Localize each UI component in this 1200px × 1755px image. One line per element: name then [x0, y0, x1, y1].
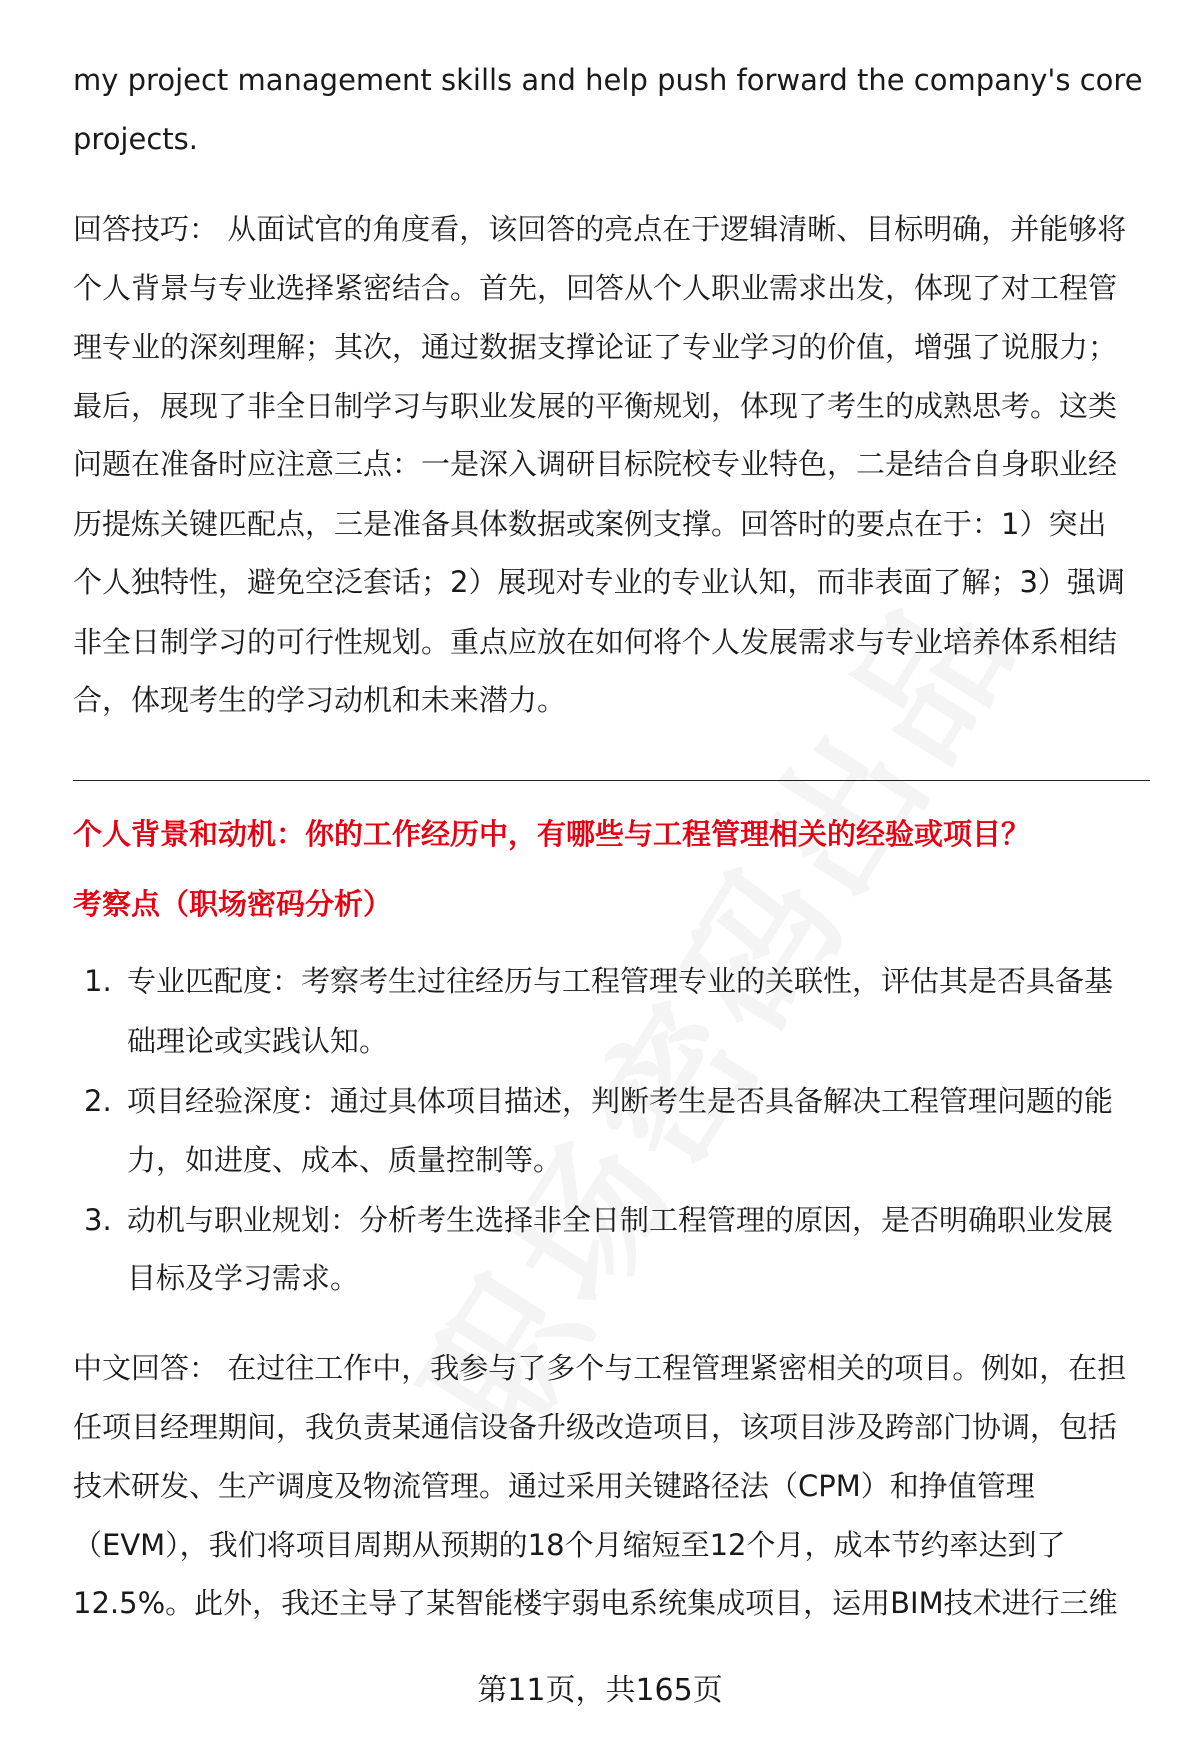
text-line: 任项目经理期间，我负责某通信设备升级改造项目，该项目涉及跨部门协调，包括	[73, 1410, 1118, 1444]
text-line: 历提炼关键匹配点，三是准备具体数据或案例支撑。回答时的要点在于：1）突出	[73, 507, 1107, 541]
text-line: （EVM），我们将项目周期从预期的18个月缩短至12个月，成本节约率达到了	[73, 1528, 1066, 1562]
question-heading: 个人背景和动机：你的工作经历中，有哪些与工程管理相关的经验或项目？	[73, 817, 1031, 851]
text-line: 回答技巧： 从面试官的角度看，该回答的亮点在于逻辑清晰、目标明确，并能够将	[73, 212, 1127, 246]
list-item-line: 项目经验深度：通过具体项目描述，判断考生是否具备解决工程管理问题的能	[127, 1084, 1114, 1118]
text-line: projects.	[73, 122, 198, 156]
page-number-footer: 第11页，共165页	[477, 1673, 723, 1708]
text-line: 合，体现考生的学习动机和未来潜力。	[73, 683, 567, 717]
text-line: 技术研发、生产调度及物流管理。通过采用关键路径法（CPM）和挣值管理	[73, 1469, 1035, 1503]
text-line: 最后，展现了非全日制学习与职业发展的平衡规划，体现了考生的成熟思考。这类	[73, 389, 1118, 423]
focus-heading: 考察点（职场密码分析）	[73, 887, 393, 921]
text-line: 中文回答： 在过往工作中，我参与了多个与工程管理紧密相关的项目。例如，在担	[73, 1351, 1127, 1385]
list-number: 2.	[84, 1084, 112, 1118]
text-line: 个人独特性，避免空泛套话；2）展现对专业的专业认知，而非表面了解；3）强调	[73, 565, 1125, 599]
list-number: 3.	[84, 1203, 112, 1237]
list-item-line: 专业匹配度：考察考生过往经历与工程管理专业的关联性，评估其是否具备基	[127, 964, 1114, 998]
text-line: 个人背景与专业选择紧密结合。首先，回答从个人职业需求出发，体现了对工程管	[73, 271, 1118, 305]
list-item-line: 础理论或实践认知。	[127, 1024, 389, 1058]
text-line: 非全日制学习的可行性规划。重点应放在如何将个人发展需求与专业培养体系相结	[73, 625, 1118, 659]
text-line: my project management skills and help push forward the company's core	[73, 63, 1143, 97]
list-item-line: 目标及学习需求。	[127, 1261, 360, 1295]
list-item-line: 动机与职业规划：分析考生选择非全日制工程管理的原因，是否明确职业发展	[127, 1203, 1114, 1237]
section-divider	[73, 780, 1150, 781]
text-line: 问题在准备时应注意三点：一是深入调研目标院校专业特色，二是结合自身职业经	[73, 447, 1118, 481]
list-number: 1.	[84, 964, 112, 998]
list-item-line: 力，如进度、成本、质量控制等。	[127, 1143, 563, 1177]
text-line: 12.5%。此外，我还主导了某智能楼宇弱电系统集成项目，运用BIM技术进行三维	[73, 1586, 1118, 1620]
text-line: 理专业的深刻理解；其次，通过数据支撑论证了专业学习的价值，增强了说服力；	[73, 330, 1118, 364]
